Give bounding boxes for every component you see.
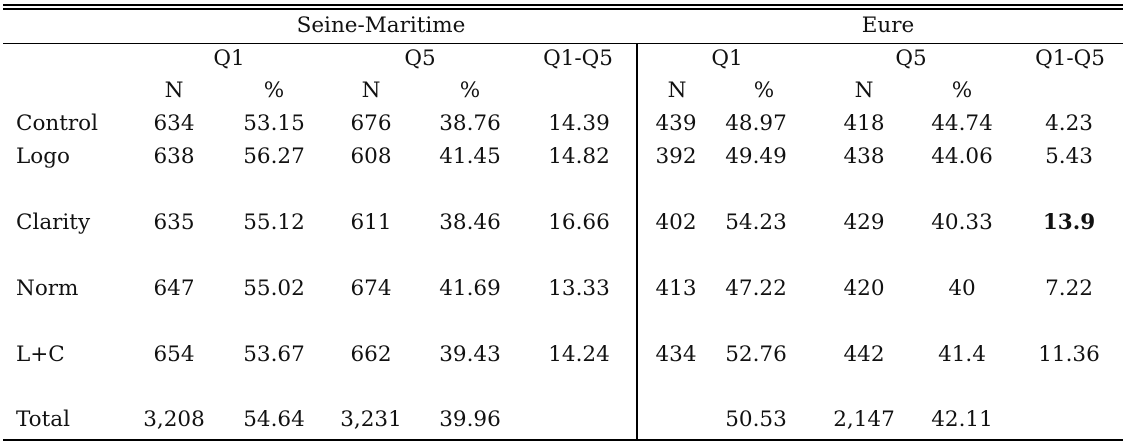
table-cell: 40.33 — [931, 210, 993, 235]
subheader: N — [361, 78, 381, 103]
table-cell: 53.15 — [243, 111, 305, 136]
table-top-rule-outer — [3, 4, 1123, 6]
table-cell: 608 — [350, 144, 392, 169]
subheader: N — [164, 78, 184, 103]
subheader: N — [854, 78, 874, 103]
table-cell: 42.11 — [931, 407, 993, 432]
group-header: Q1 — [711, 46, 743, 71]
row-label: Clarity — [16, 210, 91, 235]
table-cell: 14.82 — [548, 144, 610, 169]
table-cell: 413 — [655, 276, 697, 301]
table-cell: 3,208 — [143, 407, 205, 432]
table-cell: 39.96 — [439, 407, 501, 432]
group-header: Q1 — [213, 46, 245, 71]
table-cell: 392 — [655, 144, 697, 169]
table-cell: 420 — [843, 276, 885, 301]
group-header: Q5 — [404, 46, 436, 71]
table-top-rule-inner — [3, 8, 1123, 10]
table-cell: 418 — [843, 111, 885, 136]
table-cell: 48.97 — [725, 111, 787, 136]
table-cell: 41.4 — [938, 342, 986, 367]
table-cell: 402 — [655, 210, 697, 235]
subheader: % — [263, 78, 285, 103]
table-cell: 4.23 — [1045, 111, 1093, 136]
table-cell: 7.22 — [1045, 276, 1093, 301]
table-cell: 634 — [153, 111, 195, 136]
table-cell: 16.66 — [548, 210, 610, 235]
table-cell: 3,231 — [340, 407, 402, 432]
table-cell: 429 — [843, 210, 885, 235]
region-header: Seine-Maritime — [296, 13, 466, 38]
table-cell: 14.39 — [548, 111, 610, 136]
table-cell: 38.76 — [439, 111, 501, 136]
row-label: Norm — [16, 276, 79, 301]
table-cell: 40 — [948, 276, 976, 301]
table-cell: 654 — [153, 342, 195, 367]
subheader: N — [667, 78, 687, 103]
table-cell: 5.43 — [1045, 144, 1093, 169]
table-cell: 49.49 — [725, 144, 787, 169]
table-cell: 54.23 — [725, 210, 787, 235]
table-cell: 44.74 — [931, 111, 993, 136]
table-cell: 39.43 — [439, 342, 501, 367]
table-cell: 2,147 — [833, 407, 895, 432]
table-cell: 13.33 — [548, 276, 610, 301]
subheader: % — [753, 78, 775, 103]
table-cell: 662 — [350, 342, 392, 367]
table-cell: 676 — [350, 111, 392, 136]
table-cell: 52.76 — [725, 342, 787, 367]
subheader: % — [951, 78, 973, 103]
row-label: Control — [16, 111, 98, 136]
row-label: Total — [16, 407, 70, 432]
table-region-rule — [3, 43, 1123, 44]
column-divider — [636, 44, 638, 440]
table-cell: 434 — [655, 342, 697, 367]
group-header: Q1-Q5 — [543, 46, 613, 71]
row-label: L+C — [16, 342, 65, 367]
region-header: Eure — [861, 13, 915, 38]
table-cell: 638 — [153, 144, 195, 169]
table-cell: 438 — [843, 144, 885, 169]
table-cell: 44.06 — [931, 144, 993, 169]
table-cell: 50.53 — [725, 407, 787, 432]
table-cell: 674 — [350, 276, 392, 301]
row-label: Logo — [16, 144, 70, 169]
table-cell: 56.27 — [243, 144, 305, 169]
table-cell: 647 — [153, 276, 195, 301]
table-cell: 611 — [350, 210, 392, 235]
table-cell: 11.36 — [1038, 342, 1100, 367]
table-cell: 55.02 — [243, 276, 305, 301]
subheader: % — [459, 78, 481, 103]
group-header: Q5 — [895, 46, 927, 71]
table-cell: 14.24 — [548, 342, 610, 367]
table-cell: 47.22 — [725, 276, 787, 301]
table-cell: 53.67 — [243, 342, 305, 367]
table-bottom-rule — [3, 439, 1123, 441]
table-cell: 635 — [153, 210, 195, 235]
table-cell: 55.12 — [243, 210, 305, 235]
group-header: Q1-Q5 — [1035, 46, 1105, 71]
table-cell: 38.46 — [439, 210, 501, 235]
table-cell: 41.69 — [439, 276, 501, 301]
table-cell: 13.9 — [1042, 210, 1096, 235]
table-cell: 41.45 — [439, 144, 501, 169]
table-cell: 54.64 — [243, 407, 305, 432]
table-cell: 442 — [843, 342, 885, 367]
table-cell: 439 — [655, 111, 697, 136]
